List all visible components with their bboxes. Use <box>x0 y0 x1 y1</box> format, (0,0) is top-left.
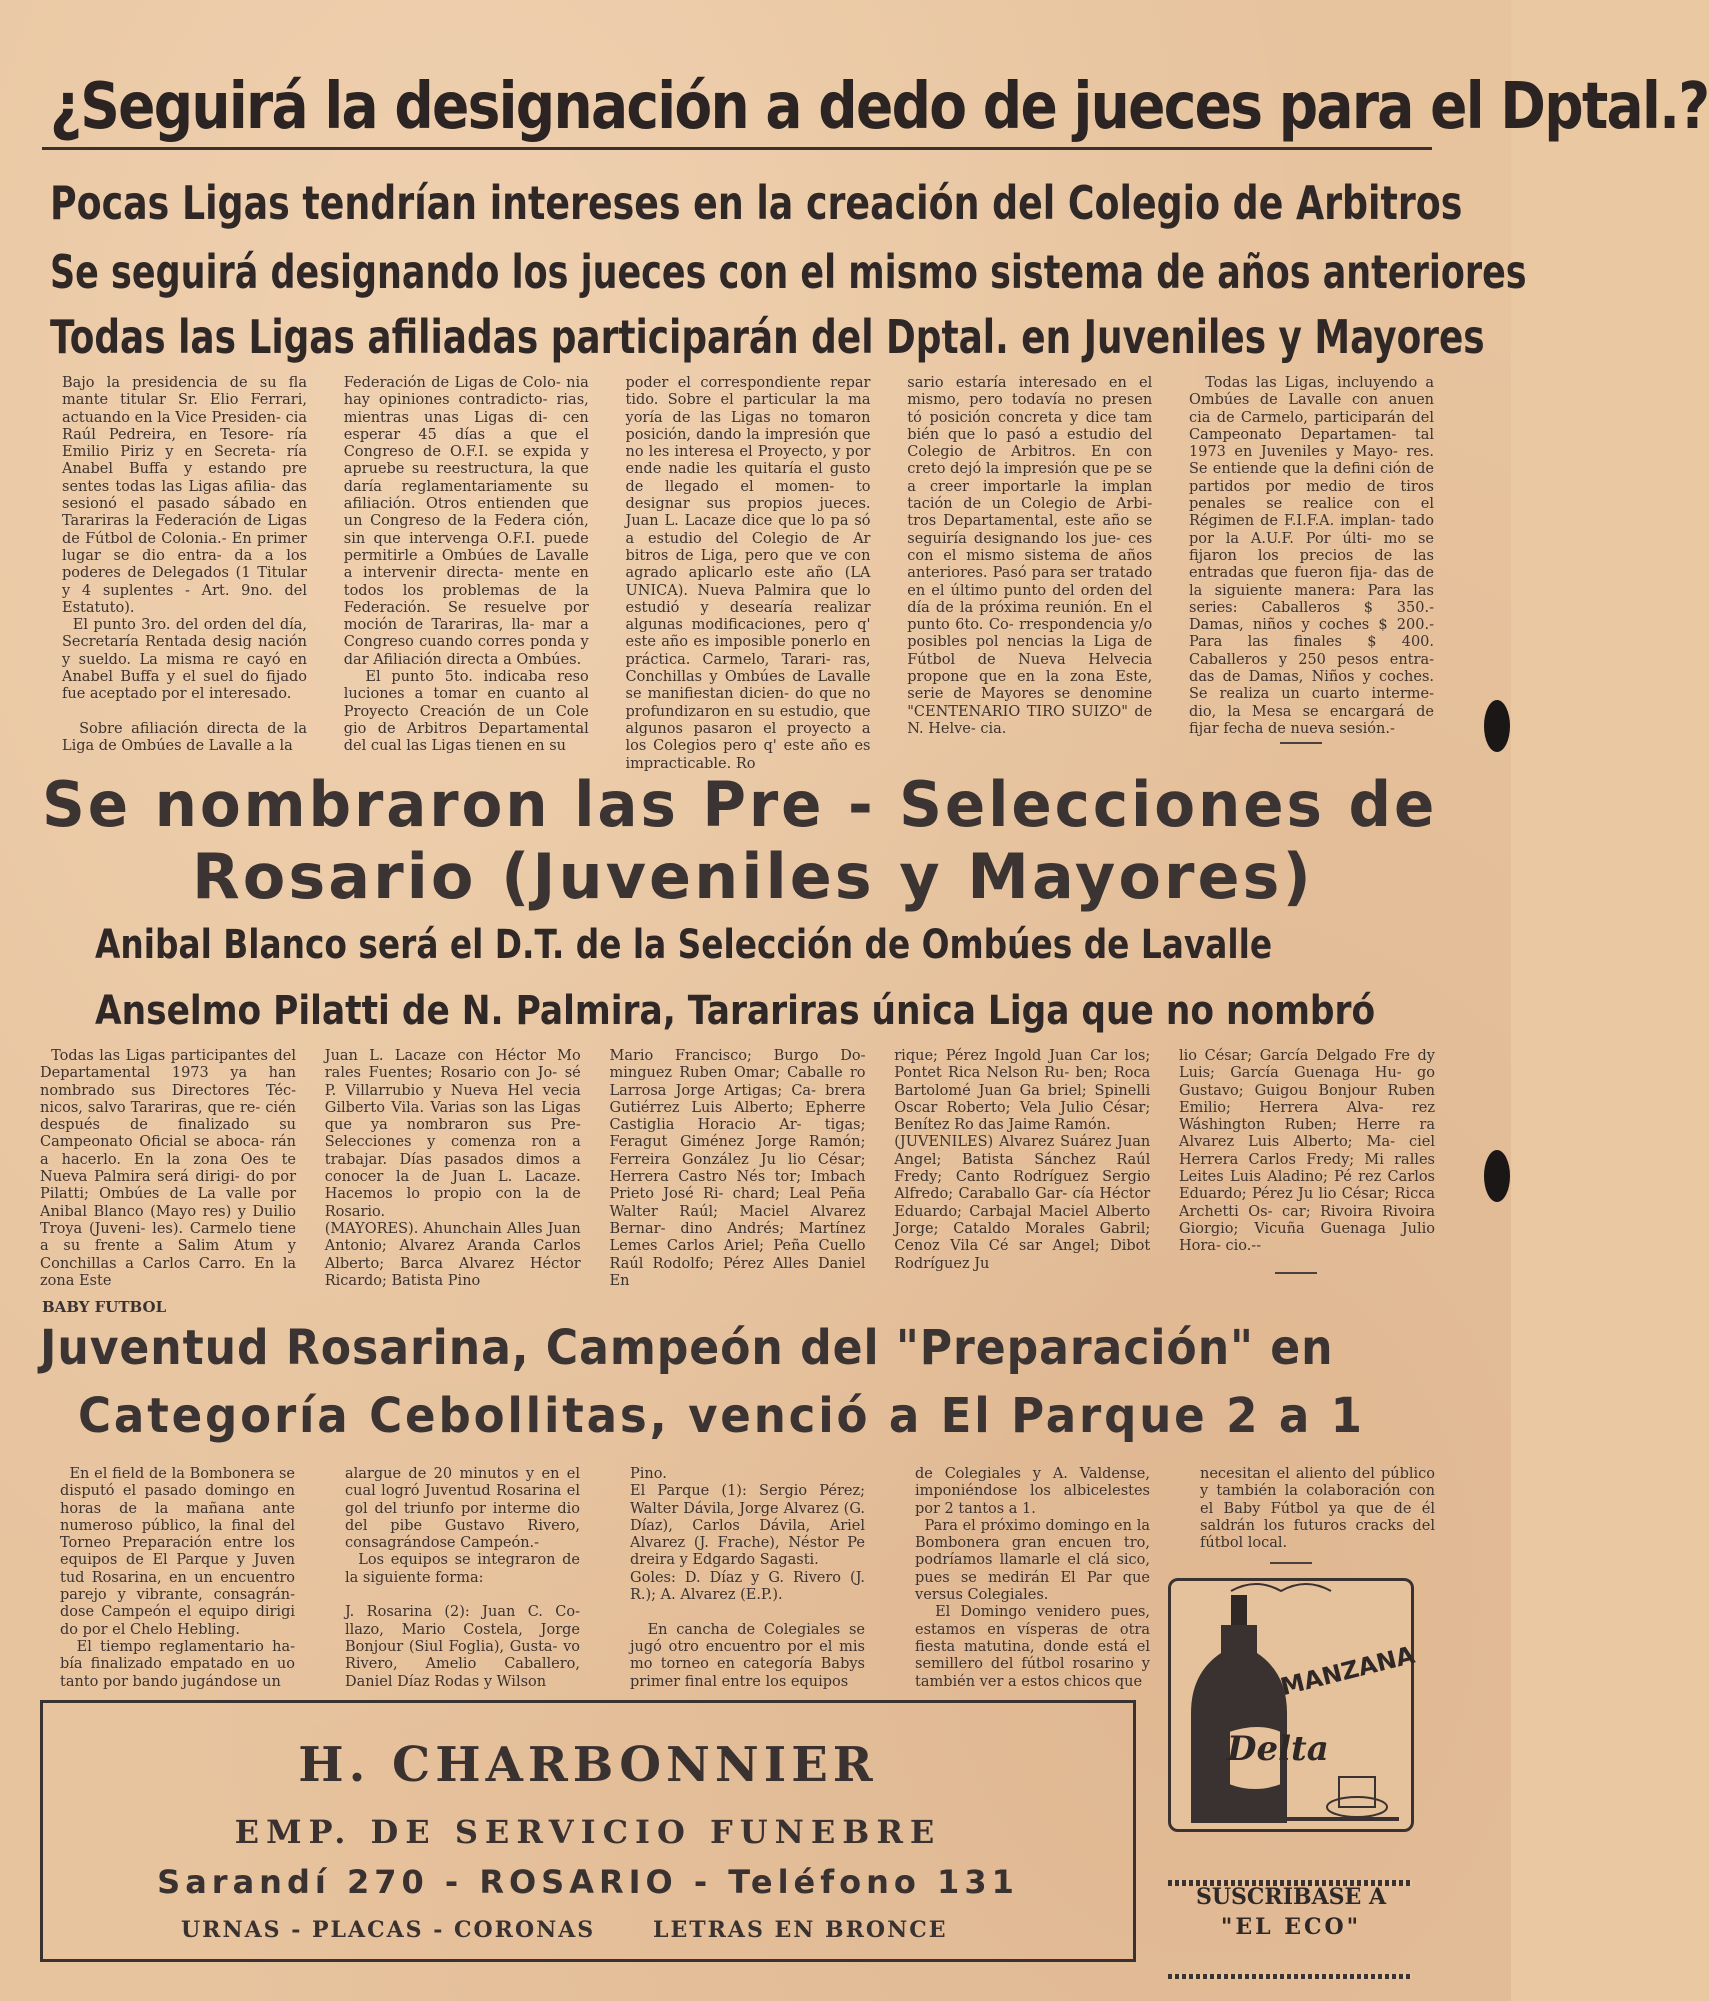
punch-hole-top <box>1484 700 1510 752</box>
article3-col-1: En el field de la Bombonera se disputó el pasado domingo en horas de la mañana ante numeroso público, la final del Torneo Preparación entre los equipos de El Parque y Juven tud Rosarina, en un encuentro parejo y vibrante, consagrán- dose Campeón el equipo dirigi do por el Chelo Hebling. El tiempo reglamentario ha- bía finalizado empatado en uo tanto por bando jugándose un <box>60 1466 295 1690</box>
article2-col-1: Todas las Ligas participantes del Departamental 1973 ya han nombrado sus Directores Téc- nicos, salvo Tarariras, que re- cién después de finalizado su Campeonato Oficial se aboca- rán a hacerlo. En la zona Oes te Nueva Palmira será dirigi- do por Pilatti; Ombúes de La valle por Anibal Blanco (Mayo res) y Duilio Troya (Juveni- les). Carmelo tiene a su frente a Salim Atum y Conchillas a Carlos Carro. En la zona Este <box>40 1048 301 1289</box>
headline3-line2: Categoría Cebollitas, venció a El Parque 2 a 1 <box>78 1388 1365 1444</box>
subscribe-rule-bottom <box>1168 1974 1412 1979</box>
headline2-line2: Rosario (Juveniles y Mayores) <box>192 840 1314 913</box>
subhead2-line1: Anibal Blanco será el D.T. de la Selección de Ombúes de Lavalle <box>95 922 1273 968</box>
ad-business-name: H. CHARBONNIER <box>298 1737 878 1793</box>
article2-col-4: rique; Pérez Ingold Juan Car los; Pontet Rica Nelson Ru- ben; Roca Bartolomé Juan Ga briel; Spinelli Oscar Roberto; Vela Julio César; Benítez Ro das Jaime Ramón. (JUVENILES) Alvarez Suárez Juan Angel; Batista Sánchez Raúl Fredy; Canto Rodríguez Sergio Alfredo; Caraballo Gar- cía Héctor Eduardo; Carbajal Maciel Alberto Jorge; Cataldo Morales Gabril; Cenoz Vila Cé sar Angel; Dibot Rodríguez Ju <box>894 1048 1151 1272</box>
delta-cider-ad <box>1168 1578 1418 1832</box>
article1-col-1: Bajo la presidencia de su fla mante titular Sr. Elio Ferrari, actuando en la Vice Presiden- cia Raúl Pedreira, en Tesore- ría Emilio Piriz y en Secreta- ría Anabel Buffa y estando pre sentes todas las Ligas afilia- das sesionó el pasado sábado en Tarariras la Federación de Ligas de Fútbol de Colonia.- En primer lugar se dio entra- da a los poderes de Delegados (1 Titular y 4 suplentes - Art. 9no. del Estatuto). El punto 3ro. del orden del día, Secretaría Rentada desig nación y sueldo. La misma re cayó en Anabel Buffa y el suel do fijado fue aceptado por el interesado. Sobre afiliación directa de la Liga de Ombúes de Lavalle a la <box>62 375 308 755</box>
funeral-service-ad <box>40 1700 1136 1962</box>
article1-columns <box>62 375 1439 772</box>
ad-brand: Delta <box>1227 1729 1329 1769</box>
subhead2-line2: Anselmo Pilatti de N. Palmira, Tarariras única Liga que no nombró <box>95 988 1376 1034</box>
main-headline: ¿Seguirá la designación a dedo de jueces para el Dptal.? <box>50 70 1709 144</box>
article3-col-4: de Colegiales y A. Valdense, imponiéndose los albicelestes por 2 tantos a 1. Para el próximo domingo en la Bombonera gran encuen tro, podríamos llamarle el clá sico, pues se medirán El Par que versus Colegiales. El Domingo venidero pues, estamos en vísperas de otra fiesta matutina, donde está el semillero del fútbol rosarino y también ver a estos chicos que <box>915 1466 1151 1690</box>
headline3-line1: Juventud Rosarina, Campeón del "Preparación" en <box>40 1320 1334 1376</box>
subscribe-notice <box>1166 1882 1416 1970</box>
ad-products-left: URNAS - PLACAS - CORONAS <box>181 1917 596 1943</box>
headline2-line1: Se nombraron las Pre - Selecciones de <box>42 768 1438 841</box>
ad-brand-top: MANZANA <box>1277 1640 1418 1702</box>
article1-col-3: poder el correspondiente repar tido. Sobre el particular la ma yoría de las Ligas no tomaron posición, dando la impresión que no les interesa el Proyecto, y por ende nadie les quitaría el gusto de llegado el momen- to designar sus propios jueces. Juan L. Lacaze dice que lo pa só a estudio del Colegio de Ar bitros de Liga, pero que ve con agrado aplicarlo este año (LA UNICA). Nueva Palmira que lo estudió y desearía realizar algunas modificaciones, pero q' este año es imposible ponerlo en práctica. Carmelo, Tarari- ras, Conchillas y Ombúes de Lavalle se manifiestan dicien- do que no profundizaron en su estudio, que algunos pasaron el proyecto a los Colegios pero q' este año es impracticable. Ro <box>625 375 876 772</box>
article2-col-5: lio César; García Delgado Fre dy Luis; García Guenaga Hu- go Gustavo; Guigou Bonjour Ruben Emilio; Herrera Alva- rez Wáshington Ruben; Herre ra Alvarez Luis Alberto; Ma- ciel Herrera Carlos Fredy; Mi ralles Leites Luis Aladino; Pé rez Carlos Eduardo; Pérez Ju lio César; Ricca Archetti Os- car; Rivoira Rivoira Giorgio; Vicuña Guenaga Julio Hora- cio.-- <box>1179 1048 1440 1255</box>
article2-col-2: Juan L. Lacaze con Héctor Mo rales Fuentes; Rosario con Jo- sé P. Villarrubio y Nueva Hel vecia Gilberto Vila. Varias son las Ligas que ya nombraron sus Pre-Selecciones y comenza ron a trabajar. Días pasados dimos a conocer la de Juan L. Lacaze. Hacemos lo propio con la de Rosario. (MAYORES). Ahunchain Alles Juan Antonio; Alvarez Aranda Carlos Alberto; Barca Alvarez Héctor Ricardo; Batista Pino <box>324 1048 581 1289</box>
subscribe-line1: SUSCRIBASE A <box>1195 1884 1387 1910</box>
article1-col-4: sario estaría interesado en el mismo, pero todavía no presen tó posición concreta y dice tam bién que lo pasó a estudio del Colegio de Arbitros. En con creto dejó la impresión que pe se a creer importarle la implan tación de un Colegio de Arbi- tros Departamental, este año se seguiría designando los jue- ces con el mismo sistema de años anteriores. Pasó para ser tratado en el último punto del orden del día de la próxima reunión. En el punto 6to. Co- rrespondencia y/o posibles pol nencias la Liga de Fútbol de Nueva Helvecia propone que en la zona Este, serie de Mayores se denomine "CENTENARIO TIRO SUIZO" de N. Helve- cia. <box>907 375 1157 737</box>
article3-col-3: Pino. El Parque (1): Sergio Pérez; Walter Dávila, Jorge Alvarez (G. Díaz), Carlos Dávila, Ariel Alvarez (J. Frache), Néstor Pe dreira y Edgardo Sagasti. Goles: D. Díaz y G. Rivero (J. R.); A. Alvarez (E.P.). En cancha de Colegiales se jugó otro encuentro por el mis mo torneo en categoría Babys primer final entre los equipos <box>630 1466 865 1690</box>
separator <box>1280 742 1322 744</box>
separator <box>1275 1272 1317 1274</box>
subhead-1: Pocas Ligas tendrían intereses en la creación del Colegio de Arbitros <box>50 176 1463 230</box>
headline-rule <box>42 147 1432 150</box>
ad-service-line: EMP. DE SERVICIO FUNEBRE <box>234 1813 942 1851</box>
article3-col-5: necesitan el aliento del público y también la colaboración con el Baby Fútbol ya que de él saldrán los futuros cracks del fútbol local. <box>1200 1466 1440 1552</box>
subhead-3: Todas las Ligas afiliadas participarán del Dptal. en Juveniles y Mayores <box>50 310 1485 364</box>
article3-col-2: alargue de 20 minutos y en el cual logró Juventud Rosarina el gol del triunfo por interme dio del pibe Gustavo Rivero, consagrándose Campeón.- Los equipos se integraron de la siguiente forma: J. Rosarina (2): Juan C. Co- llazo, Mario Costela, Jorge Bonjour (Siul Foglia), Gusta- vo Rivero, Amelio Caballero, Daniel Díaz Rodas y Wilson <box>345 1466 581 1690</box>
article2-col-3: Mario Francisco; Burgo Do- minguez Ruben Omar; Caballe ro Larrosa Jorge Artigas; Ca- brera Gutiérrez Luis Alberto; Epherre Castiglia Horacio Ar- tigas; Feragut Giménez Jorge Ramón; Ferreira González Ju lio César; Herrera Castro Nés tor; Imbach Prieto José Ri- chard; Leal Peña Walter Raúl; Maciel Alvarez Bernar- dino Andrés; Martínez Lemes Carlos Ariel; Peña Cuello Raúl Rodolfo; Pérez Alles Daniel En <box>609 1048 871 1289</box>
punch-hole-bottom <box>1484 1150 1510 1202</box>
article1-col-5: Todas las Ligas, incluyendo a Ombúes de Lavalle con anuen cia de Carmelo, participarán del Campeonato Departamen- tal 1973 en Juveniles y Mayo- res. Se entiende que la defini ción de partidos por medio de tiros penales se realice con el Régimen de F.I.F.A. implan- tado por la A.U.F. Por últi- mo se fijaron los precios de las entradas que fueron fija- das de la siguiente manera: Para las series: Caballeros $ 350.- Damas, niños y coches $ 200.- Para las finales $ 400. Caballeros y 250 pesos entra- das de Damas, Niños y coches. Se realiza un cuarto interme- dio, la Mesa se encargará de fijar fecha de nueva sesión.- <box>1189 375 1439 737</box>
separator <box>1270 1562 1312 1564</box>
article2-columns <box>40 1048 1440 1289</box>
cider-bottle-illustration <box>1171 1581 1417 1835</box>
subscribe-line2: "EL ECO" <box>1220 1914 1362 1940</box>
ad-products-right: LETRAS EN BRONCE <box>653 1917 948 1943</box>
subhead-2: Se seguirá designando los jueces con el mismo sistema de años anteriores <box>50 245 1527 299</box>
ad-address-line: Sarandí 270 - ROSARIO - Teléfono 131 <box>157 1863 1019 1901</box>
section-kicker: BABY FUTBOL <box>42 1298 167 1316</box>
article1-col-2: Federación de Ligas de Colo- nia hay opiniones contradicto- rias, mientras unas Ligas di- cen esperar 45 días a que el Congreso de O.F.I. se expida y apruebe su reestructura, la que daría reglamentariamente su afiliación. Otros entienden que un Congreso de la Federa ción, sin que intervenga O.F.I. puede permitirle a Ombúes de Lavalle a intervenir directa- mente en todos los problemas de la Federación. Se resuelve por moción de Tarariras, lla- mar a Congreso cuando corres ponda y dar Afiliación directa a Ombúes. El punto 5to. indicaba reso luciones a tomar en cuanto al Proyecto Creación de un Cole gio de Arbitros Departamental del cual las Ligas tienen en su <box>343 375 589 755</box>
